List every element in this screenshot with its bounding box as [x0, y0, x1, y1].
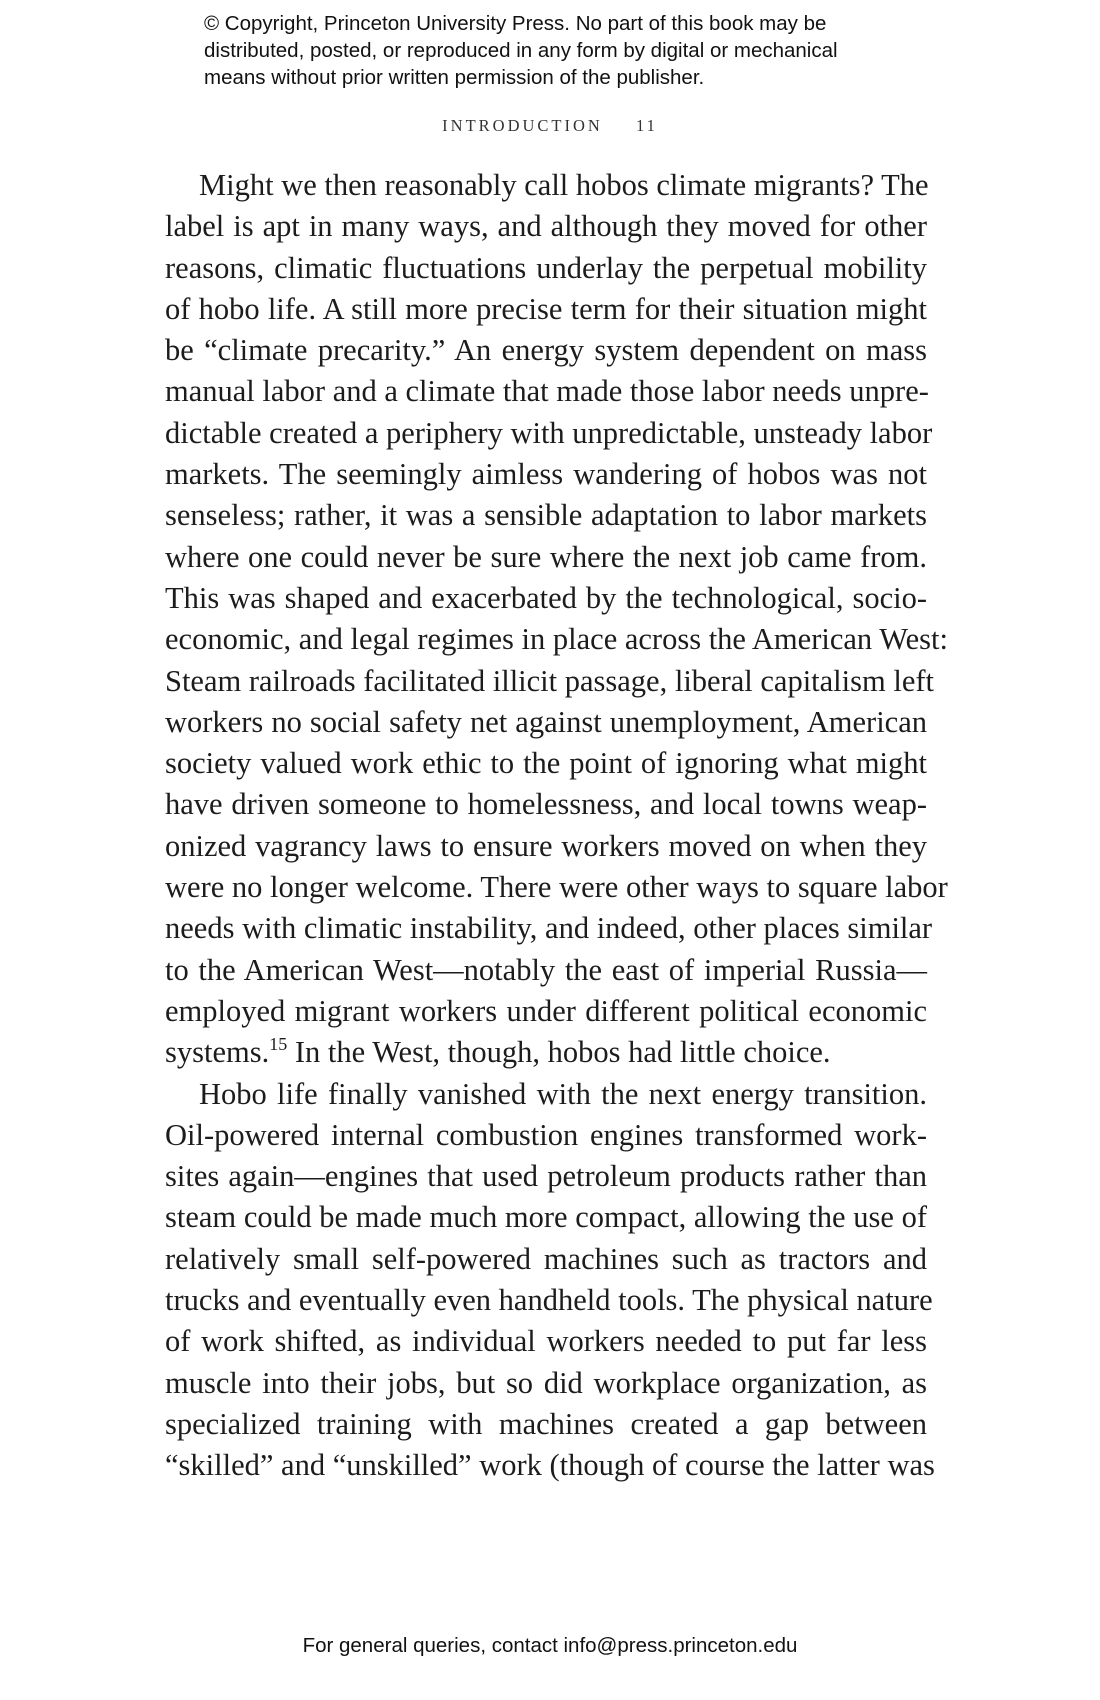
paragraph-2: [165, 1074, 935, 1487]
text-line: dictable created a periphery with unpredictable, unsteady labor: [165, 415, 933, 450]
text-line: economic, and legal regimes in place across the American West:: [165, 622, 948, 657]
page-number: 11: [635, 116, 658, 135]
copyright-line: means without prior written permission of the publisher.: [204, 66, 705, 89]
section-title: INTRODUCTION: [442, 116, 603, 135]
text-line: Hobo life finally vanished with the next energy transition.: [199, 1076, 927, 1111]
text-line: senseless; rather, it was a sensible adaptation to labor markets: [165, 498, 927, 533]
text-line: onized vagrancy laws to ensure workers moved on when they: [165, 828, 927, 863]
text-line: of work shifted, as individual workers needed to put far less: [165, 1324, 927, 1359]
body-text: [165, 165, 948, 1487]
text-line: label is apt in many ways, and although they moved for other: [165, 209, 927, 244]
text-line: sites again—engines that used petroleum products rather than: [165, 1159, 927, 1194]
text-line: to the American West—notably the east of imperial Russia—: [165, 952, 927, 987]
text-line: manual labor and a climate that made those labor needs unpre-: [165, 374, 929, 409]
text-line: workers no social safety net against unemployment, American: [165, 704, 927, 739]
text-fragment: In the West, though, hobos had little choice.: [287, 1035, 831, 1070]
text-line: markets. The seemingly aimless wandering of hobos was not: [165, 457, 927, 492]
text-line: Oil-powered internal combustion engines transformed work-: [165, 1117, 927, 1152]
text-line: society valued work ethic to the point of ignoring what might: [165, 746, 927, 781]
text-line: relatively small self-powered machines such as tractors and: [165, 1241, 927, 1276]
text-line: Steam railroads facilitated illicit passage, liberal capitalism left: [165, 663, 934, 698]
copyright-notice: [204, 10, 924, 91]
text-line: be “climate precarity.” An energy system dependent on mass: [165, 333, 927, 368]
paragraph-1: [165, 165, 948, 1074]
running-head: [0, 116, 1100, 136]
text-fragment: systems.: [165, 1035, 270, 1070]
text-line: employed migrant workers under different political economic: [165, 993, 927, 1028]
footer-contact: For general queries, contact info@press.princeton.edu: [302, 1634, 798, 1657]
text-line: specialized training with machines created a gap between: [165, 1406, 927, 1441]
copyright-line: © Copyright, Princeton University Press. No part of this book may be: [204, 12, 827, 35]
footnote-marker[interactable]: 15: [269, 1034, 288, 1055]
text-line: needs with climatic instability, and indeed, other places similar: [165, 911, 933, 946]
text-line: reasons, climatic fluctuations underlay the perpetual mobility: [165, 250, 927, 285]
text-line: where one could never be sure where the next job came from.: [165, 539, 927, 574]
text-line: were no longer welcome. There were other ways to square labor: [165, 870, 948, 905]
copyright-line: distributed, posted, or reproduced in any form by digital or mechanical: [204, 39, 838, 62]
text-line: Might we then reasonably call hobos climate migrants? The: [199, 168, 929, 202]
text-line: [165, 1032, 927, 1073]
text-line: of hobo life. A still more precise term for their situation might: [165, 291, 927, 326]
text-line: “skilled” and “unskilled” work (though of course the latter was: [165, 1448, 935, 1483]
text-line: trucks and eventually even handheld tools. The physical nature: [165, 1283, 933, 1318]
text-line: have driven someone to homelessness, and local towns weap-: [165, 787, 927, 822]
text-line: steam could be made much more compact, allowing the use of: [165, 1200, 927, 1235]
text-line: muscle into their jobs, but so did workplace organization, as: [165, 1365, 927, 1400]
text-line: This was shaped and exacerbated by the technological, socio-: [165, 580, 927, 615]
